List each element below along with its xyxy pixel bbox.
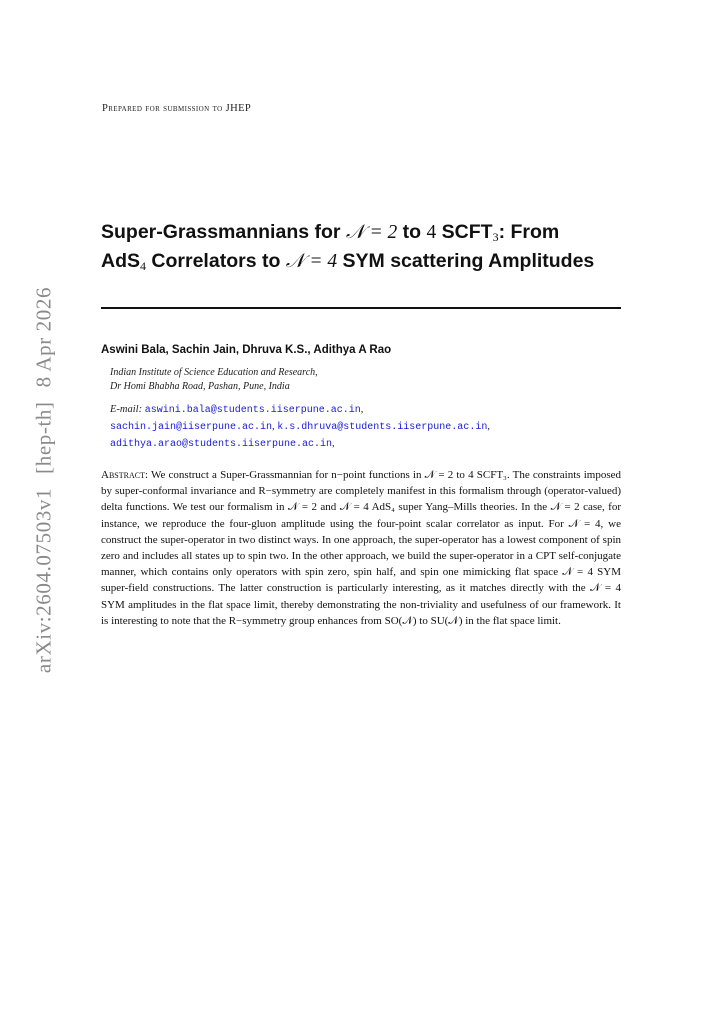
affiliation-line: Indian Institute of Science Education and Research,	[110, 367, 318, 378]
author-list: Aswini Bala, Sachin Jain, Dhruva K.S., Adithya A Rao	[101, 344, 392, 356]
submission-note: Prepared for submission to JHEP	[102, 103, 252, 114]
email-label: E-mail:	[110, 404, 143, 415]
arxiv-stamp	[32, 287, 57, 673]
paper-title	[101, 218, 641, 276]
email-link[interactable]: adithya.arao@students.iiserpune.ac.in	[110, 439, 333, 450]
email-block: E-mail: aswini.bala@students.iiserpune.ac.in, sachin.jain@iiserpune.ac.in, k.s.dhruva@students.iiserpune.ac.in, adithya.arao@students.iiserpune.ac.in,	[110, 404, 490, 450]
title-line-2: AdS$_4$ Correlators to 𝒩 = 4 SYM scattering Amplitudes	[101, 250, 595, 273]
arxiv-id[interactable]: arXiv:2604.07503v1	[31, 487, 56, 674]
email-link[interactable]: sachin.jain@iiserpune.ac.in	[110, 422, 273, 433]
title-rule	[101, 307, 621, 309]
email-link[interactable]: k.s.dhruva@students.iiserpune.ac.in	[277, 422, 488, 433]
email-link[interactable]: aswini.bala@students.iiserpune.ac.in	[144, 405, 361, 416]
affiliation	[110, 366, 620, 394]
title-line-1: Super-Grassmannians for 𝒩 = 2 to 4 $SCFT_3$: From	[101, 221, 560, 244]
abstract-label: Abstract:	[101, 469, 149, 481]
arxiv-date: 8 Apr 2026	[31, 286, 56, 388]
arxiv-category: [hep-th]	[31, 401, 56, 474]
abstract	[101, 467, 621, 629]
abstract-text: We construct a Super-Grassmannian for n−point functions in 𝒩 = 2 to 4 SCFT₃. The constraints imposed by super-conformal invariance and R−symmetry are completely manifest in this formalism through (operator-valued) delta functions. We test our formalism in 𝒩 = 2 and 𝒩 = 4 AdS₄ super Yang–Mills theories. In the 𝒩 = 2 case, for instance, we reproduce the four-gluon amplitude using the four-point scalar correlator as input. For 𝒩 = 4, we construct the super-operator in two distinct ways. In one approach, the super-operator has a lowest component of spin zero and includes all states up to spin two. In the other approach, we build the super-operator in a CPT self-conjugate manner, which contains only operators with spin zero, spin half, and spin one mimicking flat space 𝒩 = 4 SYM super-field constructions. The latter construction is particularly interesting, as it matches directly with the 𝒩 = 4 SYM amplitudes in the flat space limit, thereby demonstrating the non-triviality and usefulness of our framework. It is interesting to note that the R−symmetry group enhances from SO(𝒩) to SU(𝒩) in the flat space limit.	[101, 469, 621, 627]
affiliation-line: Dr Homi Bhabha Road, Pashan, Pune, India	[110, 381, 290, 392]
